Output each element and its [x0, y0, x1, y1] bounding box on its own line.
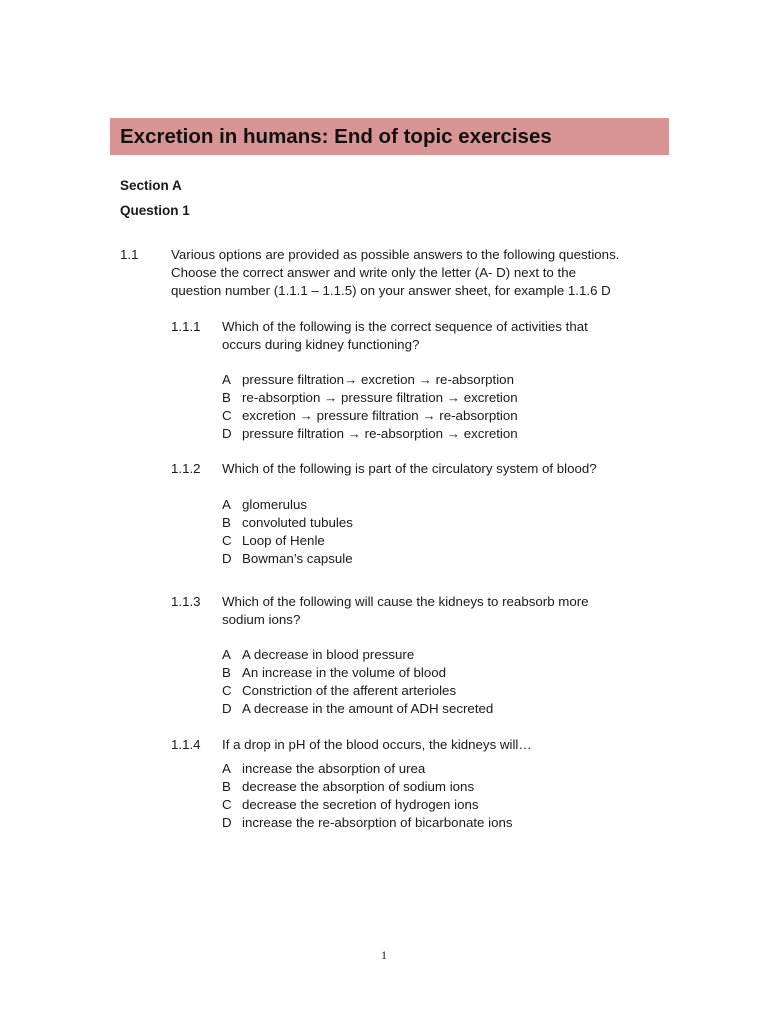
option-letter: D [222, 701, 232, 716]
option-text: decrease the secretion of hydrogen ions [242, 797, 479, 812]
intro-line: Choose the correct answer and write only the letter (A- D) next to the [171, 265, 577, 280]
question-text: Which of the following is the correct sequence of activities that [222, 319, 588, 334]
option-letter: D [222, 426, 232, 441]
question-number: 1.1.1 [171, 319, 201, 334]
question-heading: Question 1 [120, 203, 190, 218]
question-text: sodium ions? [222, 612, 301, 627]
page-number: 1 [381, 948, 387, 962]
intro-number: 1.1 [120, 247, 139, 262]
question-number: 1.1.2 [171, 461, 201, 476]
option-letter: A [222, 497, 231, 512]
question-number: 1.1.3 [171, 594, 201, 609]
intro-line: question number (1.1.1 – 1.1.5) on your answer sheet, for example 1.1.6 D [171, 283, 611, 298]
option-letter: D [222, 815, 232, 830]
option-text: A decrease in blood pressure [242, 647, 415, 662]
option-text: An increase in the volume of blood [242, 665, 447, 680]
option-letter: B [222, 779, 231, 794]
question-text: If a drop in pH of the blood occurs, the kidneys will… [222, 737, 532, 752]
question-number: 1.1.4 [171, 737, 201, 752]
option-letter: B [222, 515, 231, 530]
option-text: Constriction of the afferent arterioles [242, 683, 457, 698]
option-text: Loop of Henle [242, 533, 325, 548]
option-text: increase the absorption of urea [242, 761, 426, 776]
option-text: Bowman’s capsule [242, 551, 353, 566]
option-letter: A [222, 647, 231, 662]
option-text: decrease the absorption of sodium ions [242, 779, 475, 794]
option-letter: C [222, 797, 232, 812]
option-letter: A [222, 372, 231, 387]
question-text: Which of the following will cause the kidneys to reabsorb more [222, 594, 589, 609]
option-text: convoluted tubules [242, 515, 353, 530]
intro-line: Various options are provided as possible answers to the following questions. [171, 247, 620, 262]
question-text: occurs during kidney functioning? [222, 337, 420, 352]
option-letter: B [222, 665, 231, 680]
option-text: pressure filtration→ excretion → re-absorption [242, 372, 514, 387]
question-text: Which of the following is part of the circulatory system of blood? [222, 461, 597, 476]
option-text: excretion → pressure filtration → re-absorption [242, 408, 518, 423]
option-letter: C [222, 533, 232, 548]
option-letter: C [222, 683, 232, 698]
option-letter: C [222, 408, 232, 423]
option-letter: A [222, 761, 231, 776]
option-text: glomerulus [242, 497, 308, 512]
option-text: increase the re-absorption of bicarbonate ions [242, 815, 513, 830]
option-text: re-absorption → pressure filtration → excretion [242, 390, 518, 405]
option-text: pressure filtration → re-absorption → excretion [242, 426, 518, 441]
option-letter: D [222, 551, 232, 566]
section-heading: Section A [120, 178, 182, 193]
page-title: Excretion in humans: End of topic exercises [120, 125, 552, 148]
option-letter: B [222, 390, 231, 405]
option-text: A decrease in the amount of ADH secreted [242, 701, 494, 716]
title-banner [110, 118, 669, 155]
